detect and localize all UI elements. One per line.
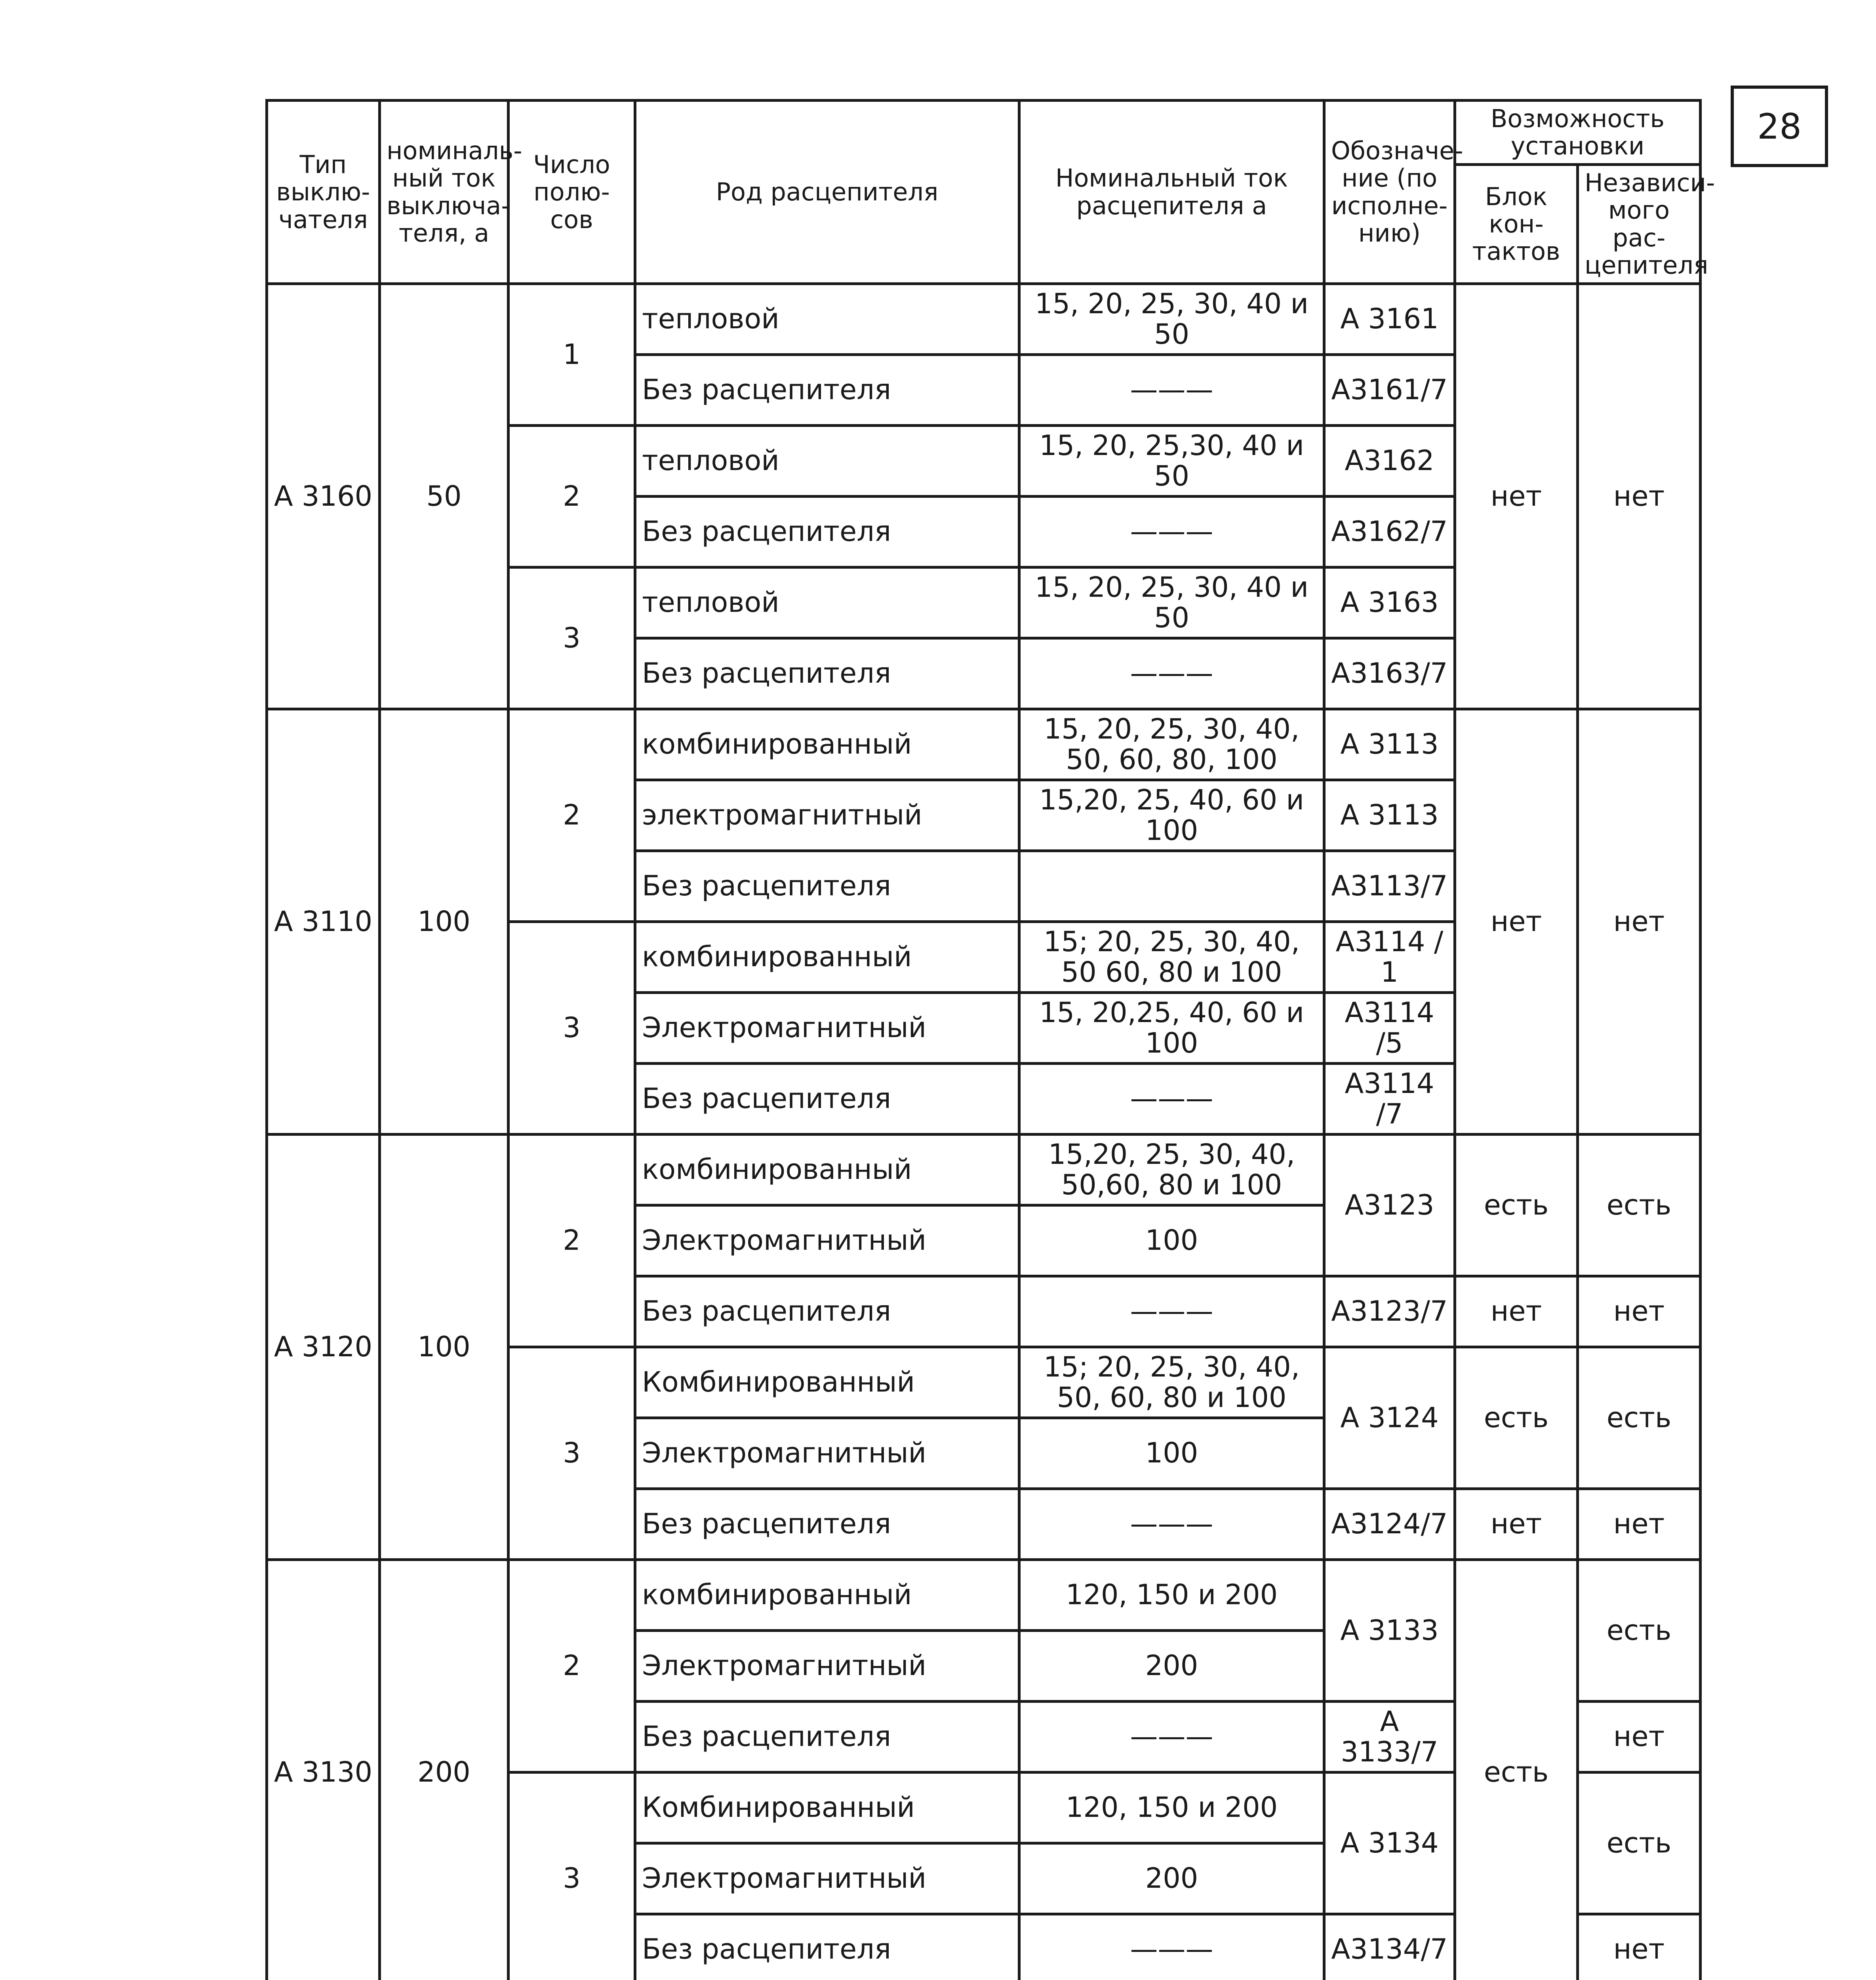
cell-designation: А 3163: [1324, 567, 1455, 638]
header-poles: Число полю-сов: [509, 101, 635, 284]
cell-release-current: 15,20, 25, 40, 60 и 100: [1019, 780, 1324, 851]
table-row: [267, 284, 1701, 354]
cell-designation: А 3113: [1324, 709, 1455, 780]
cell-contact-block: нет: [1455, 1489, 1578, 1559]
cell-release-kind: Без расцепителя: [635, 1701, 1019, 1772]
cell-contact-block: нет: [1455, 1276, 1578, 1347]
spec-table-frame: [265, 99, 1715, 1980]
cell-designation: А 3133: [1324, 1559, 1455, 1701]
cell-release-current: ———: [1019, 1489, 1324, 1559]
cell-contact-block: есть: [1455, 1134, 1578, 1276]
cell-designation: А3163/7: [1324, 638, 1455, 709]
cell-release-kind: Электромагнитный: [635, 1630, 1019, 1701]
cell-designation: А3114 /5: [1324, 992, 1455, 1063]
table-row: [267, 709, 1701, 780]
cell-release-current: 120, 150 и 200: [1019, 1559, 1324, 1630]
cell-release-kind: Без расцепителя: [635, 638, 1019, 709]
cell-release-kind: Без расцепителя: [635, 1914, 1019, 1980]
cell-type: А 3130: [267, 1559, 380, 1980]
cell-release-kind: электромагнитный: [635, 780, 1019, 851]
header-independent-release: Независи-мого рас-цепителя: [1578, 164, 1701, 284]
cell-release-kind: комбинированный: [635, 1559, 1019, 1630]
cell-release-kind: Без расцепителя: [635, 1063, 1019, 1134]
header-type: Тип выклю-чателя: [267, 101, 380, 284]
cell-independent-release: есть: [1578, 1772, 1701, 1914]
cell-release-kind: Комбинированный: [635, 1347, 1019, 1418]
cell-release-kind: Без расцепителя: [635, 354, 1019, 425]
cell-release-kind: тепловой: [635, 284, 1019, 354]
header-nominal-current: номиналь-ный ток выключа-теля, а: [380, 101, 509, 284]
cell-release-kind: Без расцепителя: [635, 496, 1019, 567]
cell-poles: 2: [509, 1134, 635, 1347]
cell-designation: А3123/7: [1324, 1276, 1455, 1347]
cell-designation: А3113/7: [1324, 851, 1455, 921]
cell-release-current: 15; 20, 25, 30, 40, 50, 60, 80 и 100: [1019, 1347, 1324, 1418]
cell-independent-release: нет: [1578, 1276, 1701, 1347]
cell-release-current: 100: [1019, 1418, 1324, 1489]
cell-release-kind: Комбинированный: [635, 1772, 1019, 1843]
cell-contact-block: нет: [1455, 709, 1578, 1134]
cell-release-current: 120, 150 и 200: [1019, 1772, 1324, 1843]
cell-release-current: 15, 20, 25,30, 40 и 50: [1019, 425, 1324, 496]
cell-release-current: 15, 20, 25, 30, 40 и 50: [1019, 567, 1324, 638]
cell-release-current: [1019, 851, 1324, 921]
cell-release-current: 15, 20,25, 40, 60 и 100: [1019, 992, 1324, 1063]
cell-designation: А3161/7: [1324, 354, 1455, 425]
cell-designation: А3124/7: [1324, 1489, 1455, 1559]
cell-release-current: 200: [1019, 1843, 1324, 1914]
cell-current: 100: [380, 1134, 509, 1559]
spec-table: [265, 99, 1715, 1980]
cell-designation: А3162: [1324, 425, 1455, 496]
cell-release-kind: Электромагнитный: [635, 1843, 1019, 1914]
cell-release-current: 15,20, 25, 30, 40, 50,60, 80 и 100: [1019, 1134, 1324, 1205]
document-sheet: [12, 12, 1864, 1980]
cell-current: 200: [380, 1559, 509, 1980]
cell-release-current: ———: [1019, 1914, 1324, 1980]
cell-independent-release: нет: [1578, 1701, 1701, 1772]
cell-poles: 1: [509, 284, 635, 425]
cell-designation: А3114 /7: [1324, 1063, 1455, 1134]
cell-release-current: 15; 20, 25, 30, 40, 50 60, 80 и 100: [1019, 921, 1324, 992]
cell-designation: А3123: [1324, 1134, 1455, 1276]
cell-poles: 3: [509, 921, 635, 1134]
cell-independent-release: нет: [1578, 709, 1701, 1134]
cell-release-current: ———: [1019, 1276, 1324, 1347]
cell-release-kind: Электромагнитный: [635, 1205, 1019, 1276]
cell-release-kind: комбинированный: [635, 921, 1019, 992]
cell-type: А 3120: [267, 1134, 380, 1559]
cell-poles: 2: [509, 425, 635, 567]
cell-release-current: 15, 20, 25, 30, 40, 50, 60, 80, 100: [1019, 709, 1324, 780]
header-release-current: Номинальный ток расцепителя а: [1019, 101, 1324, 284]
cell-poles: 2: [509, 709, 635, 921]
cell-type: А 3110: [267, 709, 380, 1134]
cell-designation: А 3133/7: [1324, 1701, 1455, 1772]
cell-current: 50: [380, 284, 509, 709]
cell-independent-release: есть: [1578, 1559, 1701, 1701]
cell-designation: А 3124: [1324, 1347, 1455, 1489]
cell-designation: А3162/7: [1324, 496, 1455, 567]
cell-contact-block: есть: [1455, 1347, 1578, 1489]
cell-release-current: ———: [1019, 638, 1324, 709]
cell-release-kind: комбинированный: [635, 1134, 1019, 1205]
cell-poles: 3: [509, 1347, 635, 1559]
cell-release-current: ———: [1019, 1701, 1324, 1772]
cell-release-current: 100: [1019, 1205, 1324, 1276]
cell-release-current: 200: [1019, 1630, 1324, 1701]
page-number: 28: [1731, 86, 1828, 167]
cell-release-kind: Электромагнитный: [635, 1418, 1019, 1489]
cell-release-kind: тепловой: [635, 425, 1019, 496]
cell-release-current: ———: [1019, 1063, 1324, 1134]
cell-independent-release: нет: [1578, 1914, 1701, 1980]
cell-release-current: 15, 20, 25, 30, 40 и 50: [1019, 284, 1324, 354]
cell-release-kind: комбинированный: [635, 709, 1019, 780]
cell-independent-release: есть: [1578, 1134, 1701, 1276]
cell-current: 100: [380, 709, 509, 1134]
cell-contact-block: есть: [1455, 1559, 1578, 1980]
header-release-kind: Род расцепителя: [635, 101, 1019, 284]
cell-release-kind: тепловой: [635, 567, 1019, 638]
cell-independent-release: нет: [1578, 1489, 1701, 1559]
header-designation: Обозначе-ние (по исполне-нию): [1324, 101, 1455, 284]
cell-poles: 3: [509, 1772, 635, 1980]
cell-release-kind: Электромагнитный: [635, 992, 1019, 1063]
cell-release-current: ———: [1019, 496, 1324, 567]
cell-release-current: ———: [1019, 354, 1324, 425]
cell-designation: А 3134: [1324, 1772, 1455, 1914]
header-contact-block: Блок кон-тактов: [1455, 164, 1578, 284]
cell-independent-release: нет: [1578, 284, 1701, 709]
cell-designation: А3114 / 1: [1324, 921, 1455, 992]
header-install-group: Возможность установки: [1455, 101, 1701, 165]
cell-type: А 3160: [267, 284, 380, 709]
cell-independent-release: есть: [1578, 1347, 1701, 1489]
cell-release-kind: Без расцепителя: [635, 1276, 1019, 1347]
table-row: [267, 1134, 1701, 1205]
cell-poles: 3: [509, 567, 635, 709]
cell-release-kind: Без расцепителя: [635, 851, 1019, 921]
cell-poles: 2: [509, 1559, 635, 1772]
table-row: [267, 1559, 1701, 1630]
cell-designation: А3134/7: [1324, 1914, 1455, 1980]
cell-designation: А 3161: [1324, 284, 1455, 354]
cell-contact-block: нет: [1455, 284, 1578, 709]
cell-release-kind: Без расцепителя: [635, 1489, 1019, 1559]
cell-designation: А 3113: [1324, 780, 1455, 851]
